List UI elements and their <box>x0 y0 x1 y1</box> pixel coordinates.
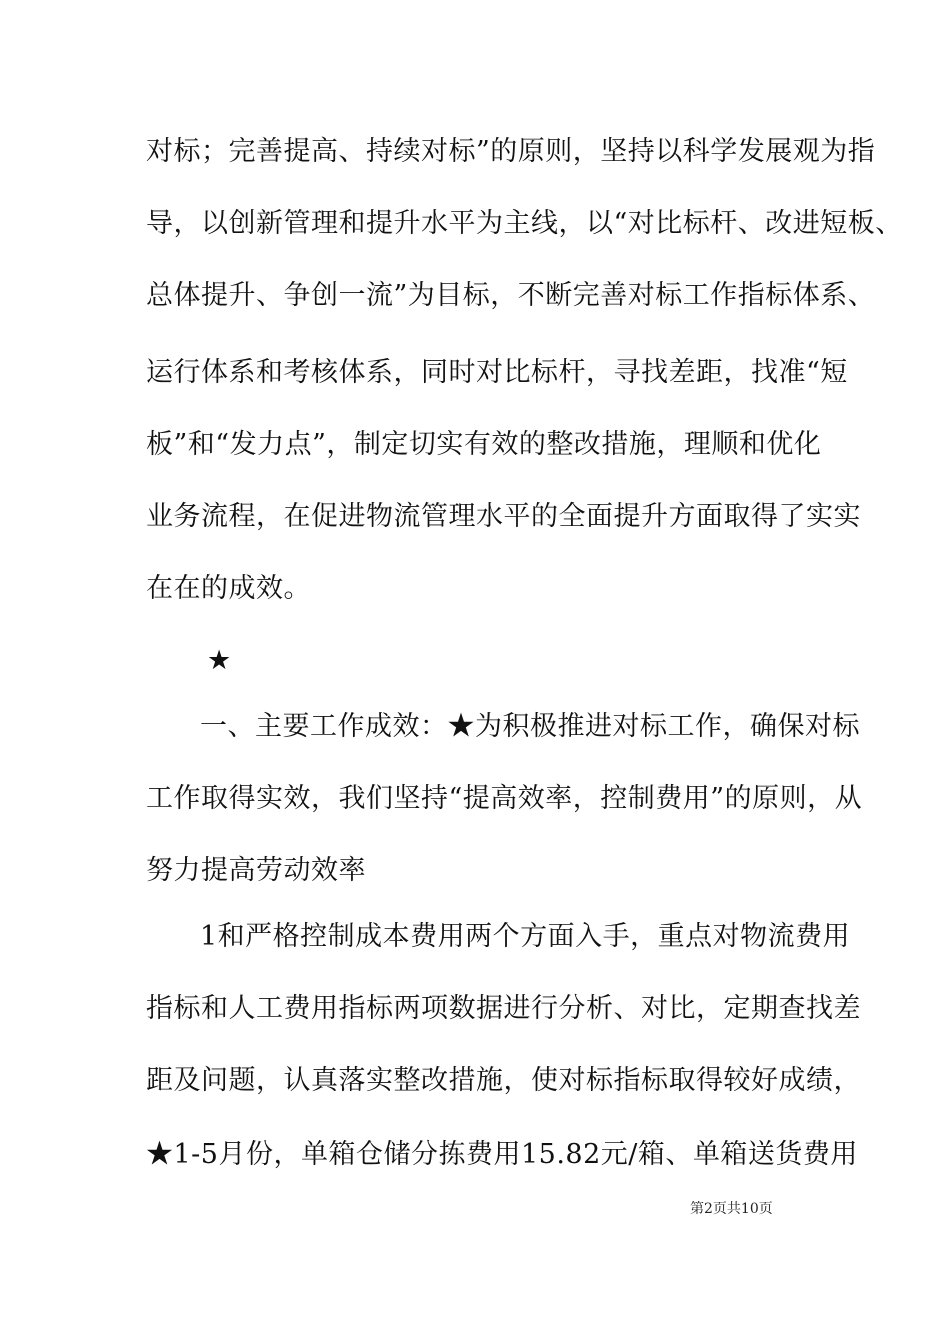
body-text-line: 在在的成效。 <box>146 573 311 604</box>
body-text-line: 总体提升、争创一流”为目标，不断完善对标工作指标体系、 <box>146 280 876 311</box>
star-symbol: ★ <box>207 645 232 676</box>
body-text-line: 对标；完善提高、持续对标”的原则，坚持以科学发展观为指 <box>146 136 876 167</box>
body-text-line: 业务流程，在促进物流管理水平的全面提升方面取得了实实 <box>146 501 861 532</box>
body-text-line: 导，以创新管理和提升水平为主线，以“对比标杆、改进短板、 <box>146 208 903 239</box>
body-text-line: 指标和人工费用指标两项数据进行分析、对比，定期查找差 <box>146 993 861 1024</box>
body-text-line: 努力提高劳动效率 <box>146 855 366 886</box>
body-text-line: 运行体系和考核体系，同时对比标杆，寻找差距，找准“短 <box>146 357 848 388</box>
body-text-line: ★1-5月份，单箱仓储分拣费用15.82元/箱、单箱送货费用 <box>146 1139 858 1170</box>
body-text-line: 板”和“发力点”，制定切实有效的整改措施，理顺和优化 <box>146 429 822 460</box>
body-text-line: 工作取得实效，我们坚持“提高效率，控制费用”的原则，从 <box>146 783 863 814</box>
body-text-line: 距及问题，认真落实整改措施，使对标指标取得较好成绩， <box>146 1065 861 1096</box>
section-heading-line: 一、主要工作成效：★为积极推进对标工作，确保对标 <box>200 711 860 742</box>
body-text-line: 1和严格控制成本费用两个方面入手，重点对物流费用 <box>200 921 851 952</box>
page-number-footer: 第2页共10页 <box>690 1201 773 1217</box>
